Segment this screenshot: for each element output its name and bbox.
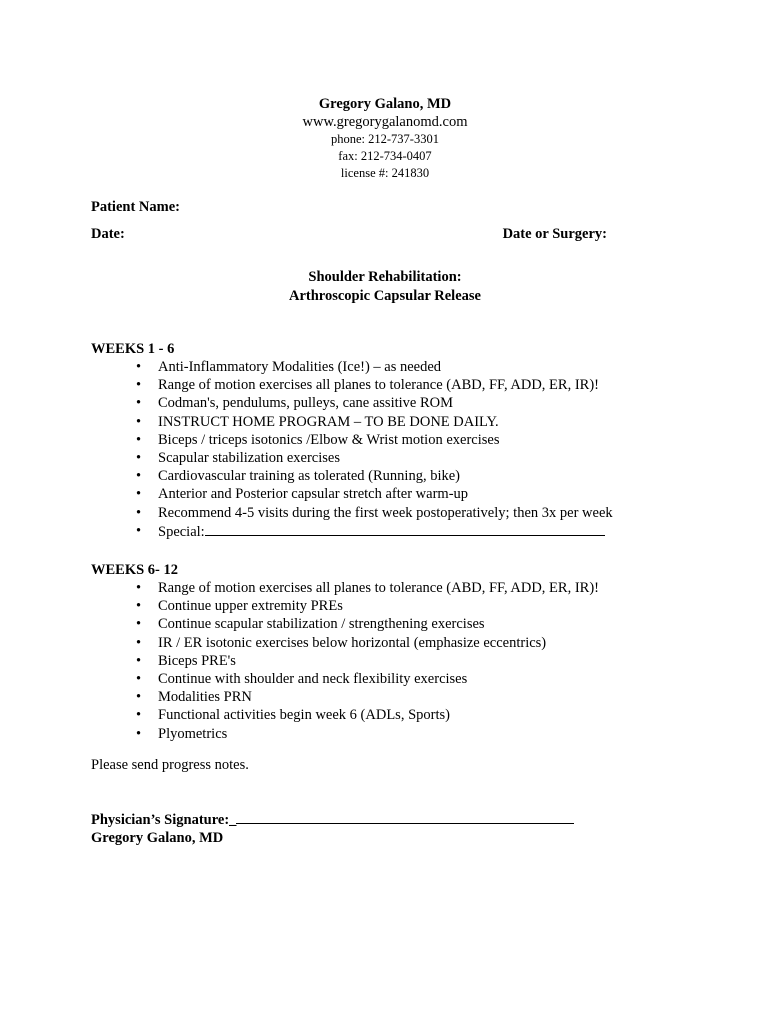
bullet-icon: •: [136, 413, 142, 430]
fax: fax: 212-734-0407: [338, 149, 432, 163]
list-item: [91, 634, 691, 652]
list-item-text: Cardiovascular training as tolerated (Running, bike): [158, 468, 460, 485]
signature-row: [91, 810, 574, 829]
bullet-icon: •: [136, 359, 142, 375]
bullet-icon: •: [136, 671, 142, 688]
list-item: [91, 688, 691, 706]
section-heading: WEEKS 1 - 6: [91, 341, 175, 357]
signature-block: [91, 810, 574, 847]
list-item: [91, 597, 691, 615]
list-item: [91, 449, 691, 467]
list-item-text: Modalities PRN: [158, 689, 252, 706]
bullet-icon: •: [136, 395, 142, 412]
list-item: [91, 467, 691, 485]
signature-line[interactable]: [236, 810, 574, 824]
bullet-icon: •: [136, 707, 142, 724]
bullet-icon: •: [136, 522, 142, 539]
list-item: [91, 615, 691, 633]
license: license #: 241830: [340, 166, 430, 180]
bullet-icon: •: [136, 652, 142, 669]
title-line-1: Shoulder Rehabilitation:: [308, 269, 462, 285]
bullet-icon: •: [136, 598, 142, 615]
section-weeks-1-6: [91, 340, 691, 541]
list-item-text: IR / ER isotonic exercises below horizontal (emphasize eccentrics): [158, 634, 547, 651]
list-item: [91, 725, 691, 743]
list-item-text: Scapular stabilization exercises: [158, 450, 340, 467]
list-item: [91, 670, 691, 688]
special-item: [91, 522, 691, 541]
list-item: [91, 394, 691, 412]
section-heading: WEEKS 6- 12: [91, 562, 179, 578]
list-item-text: Recommend 4-5 visits during the first week postoperatively; then 3x per week: [158, 504, 613, 521]
list-item-text: Continue upper extremity PREs: [158, 598, 343, 615]
date-label: Date:: [91, 226, 125, 242]
signature-label: Physician’s Signature:_: [91, 812, 237, 828]
bullet-icon: •: [136, 616, 142, 633]
list-item: [91, 706, 691, 724]
phone: phone: 212-737-3301: [331, 132, 439, 146]
letterhead: [0, 95, 770, 182]
special-label: Special:: [158, 523, 205, 540]
bullet-icon: •: [136, 377, 142, 394]
bullet-icon: •: [136, 504, 142, 521]
website: www.gregorygalanomd.com: [302, 114, 468, 130]
list-item: [91, 504, 691, 522]
bullet-icon: •: [136, 431, 142, 448]
list-item-text: Biceps / triceps isotonics /Elbow & Wrist motion exercises: [158, 431, 500, 448]
surgery-date-label: Date or Surgery:: [502, 226, 607, 242]
list-item: [91, 579, 691, 597]
weeks-6-12-list: [91, 579, 691, 743]
bullet-icon: •: [136, 580, 142, 596]
bullet-icon: •: [136, 689, 142, 706]
list-item-text: Range of motion exercises all planes to tolerance (ABD, FF, ADD, ER, IR)!: [158, 580, 599, 596]
list-item-text: Continue scapular stabilization / strengthening exercises: [158, 616, 485, 633]
list-item: [91, 376, 691, 394]
list-item-text: INSTRUCT HOME PROGRAM – TO BE DONE DAILY.: [158, 413, 499, 430]
list-item-text: Anti-Inflammatory Modalities (Ice!) – as needed: [158, 359, 442, 375]
list-item-text: Functional activities begin week 6 (ADLs, Sports): [158, 707, 450, 724]
bullet-icon: •: [136, 486, 142, 503]
physician-name: Gregory Galano, MD: [91, 830, 224, 846]
bullet-icon: •: [136, 450, 142, 467]
protocol-title: [0, 268, 770, 306]
list-item: [91, 413, 691, 431]
section-weeks-6-12: [91, 561, 691, 743]
date-row: [91, 225, 607, 243]
list-item-text: Codman's, pendulums, pulleys, cane assitive ROM: [158, 395, 453, 412]
list-item: [91, 652, 691, 670]
list-item-text: Biceps PRE's: [158, 652, 236, 669]
special-blank-line[interactable]: [205, 522, 605, 536]
list-item: [91, 431, 691, 449]
bullet-icon: •: [136, 634, 142, 651]
patient-name-label: Patient Name:: [91, 199, 180, 215]
bullet-icon: •: [136, 468, 142, 485]
doctor-name: Gregory Galano, MD: [318, 96, 452, 112]
list-item-text: Range of motion exercises all planes to tolerance (ABD, FF, ADD, ER, IR)!: [158, 377, 599, 394]
list-item-text: Plyometrics: [158, 725, 228, 742]
progress-notes-request: Please send progress notes.: [91, 757, 249, 773]
bullet-icon: •: [136, 725, 142, 742]
list-item-text: Anterior and Posterior capsular stretch after warm-up: [158, 486, 469, 503]
title-line-2: Arthroscopic Capsular Release: [289, 288, 481, 304]
list-item: [91, 358, 691, 376]
list-item: [91, 485, 691, 503]
list-item-text: Continue with shoulder and neck flexibility exercises: [158, 671, 468, 688]
weeks-1-6-list: [91, 358, 691, 541]
